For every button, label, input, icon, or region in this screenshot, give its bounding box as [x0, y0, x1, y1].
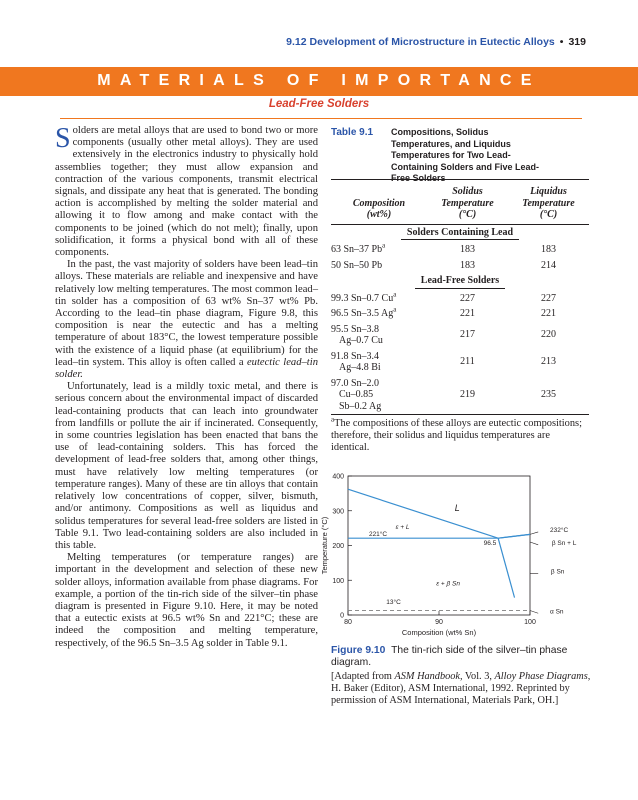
paragraph-2-emphasis: eutectic lead–tin solder. [55, 356, 318, 381]
annotation-label: 96.5 [483, 539, 497, 547]
table-row [331, 376, 589, 415]
section-row-free [331, 273, 589, 291]
annotation-label: α Sn [550, 608, 564, 616]
annotation-label: 13°C [386, 598, 401, 606]
table-row [331, 306, 589, 322]
section-lead-label: Solders Containing Lead [401, 227, 519, 241]
cell-composition: 91.8 Sn–3.4 [331, 350, 380, 362]
leader-line [530, 542, 538, 545]
footnote-mark: a [331, 415, 335, 424]
footnote-mark: a [382, 241, 386, 250]
table-row [331, 349, 589, 376]
cell-composition-cont: Ag–4.8 Bi [339, 362, 381, 373]
cell-solidus: 217 [460, 329, 475, 341]
cell-composition: 96.5 Sn–3.5 Ag [331, 308, 394, 319]
footnote-mark: a [393, 305, 397, 314]
y-tick-label: 100 [332, 577, 344, 585]
figure-source [331, 671, 593, 708]
col-composition-label: Composition [352, 197, 406, 209]
cell-liquidus: 235 [541, 389, 556, 400]
figure-caption [331, 645, 591, 669]
cell-liquidus: 213 [541, 356, 556, 368]
col-composition [331, 180, 427, 225]
cell-solidus: 183 [460, 259, 475, 271]
x-tick-label: 90 [435, 619, 443, 626]
cell-liquidus: 183 [541, 244, 556, 255]
plot-frame [348, 476, 530, 615]
source-text: [Adapted from [331, 671, 395, 682]
table-caption-text: Compositions, Solidus Temperatures, and Liquidus Temperatures for Two Lead-Containing Solders and Five Lead-Free Solders [391, 127, 540, 183]
y-axis-label: Temperature (°C) [320, 516, 329, 575]
source-text: H. Baker (Editor), ASM International, 1992. Reprinted by permission of ASM International, Materials Park, OH.] [331, 683, 570, 707]
cell-composition: 95.5 Sn–3.8 [331, 323, 380, 335]
paragraph-4: Melting temperatures (or temperature ranges) are important in the development and selection of these new solder alloys, information available from phase diagrams. For example, a portion of the tin-rich side of the silver–tin phase diagram is presented in Figure 9.10. Here, it may be noted that a eutectic exists at 96.5 wt% Sn and 221°C; these are indeed the composition and melting temperature, respectively, of the 96.5 Sn–3.5 Ag solder in Table 9.1. [55, 552, 318, 649]
y-tick-label: 300 [332, 508, 344, 516]
cell-solidus: 227 [460, 292, 475, 304]
leader-line [530, 610, 538, 613]
banner-title: MATERIALS OF IMPORTANCE [97, 72, 541, 89]
cell-composition: 97.0 Sn–2.0 [331, 377, 380, 389]
cell-liquidus: 227 [541, 292, 556, 304]
x-tick-label: 80 [344, 619, 352, 626]
cell-composition-cont: Sb–0.2 Ag [339, 400, 382, 412]
paragraph-1 [55, 125, 318, 259]
source-text: Vol. 3, [462, 671, 495, 682]
col-liquidus [508, 180, 589, 225]
cell-solidus: 219 [460, 389, 475, 400]
cell-composition: 99.3 Sn–0.7 Cu [331, 292, 394, 304]
figure-label: Figure 9.10 [331, 645, 386, 656]
annotation-label: L [454, 502, 460, 513]
section-title: 9.12 Development of Microstructure in Eutectic Alloys [286, 36, 555, 48]
cell-solidus: 183 [460, 244, 475, 255]
col-composition-unit: (wt%) [366, 209, 392, 220]
cell-composition: 63 Sn–37 Pb [331, 244, 383, 255]
feature-subtitle: Lead-Free Solders [268, 98, 370, 110]
y-tick-label: 400 [332, 473, 344, 481]
header-separator: • [559, 36, 564, 48]
paragraph-3: Unfortunately, lead is a mildly toxic metal, and there is serious concern about the environmental impact of discarded lead-containing products that can leach into groundwater from landfills or pollute the air if incinerated. Consequently, in some countries legislation has been enacted that bans the use of lead-containing solders. This has forced the development of lead-free solders that, among other things, must have relatively low melting temperatures (or temperature ranges). Many of these are tin alloys that contain relatively low concentrations of copper, silver, bismuth, and/or antimony. Compositions as well as liquidus and solidus temperatures for several lead-free solders are listed in Table 9.1. Two lead-containing solders are also included in this table. [55, 381, 318, 551]
axes [320, 474, 536, 638]
annotation-label: ε + β Sn [436, 580, 460, 588]
x-axis-label: Composition (wt% Sn) [401, 628, 477, 637]
col-solidus-temp: Temperature [441, 197, 494, 209]
cell-liquidus: 214 [541, 259, 556, 271]
solder-table [331, 179, 589, 415]
materials-banner [0, 67, 638, 96]
table-row [331, 322, 589, 349]
col-liquidus-label: Liquidus [530, 186, 567, 197]
cell-composition-cont: Ag–0.7 Cu [339, 335, 383, 346]
phase-line-solvus [498, 538, 514, 597]
cell-composition-cont: Cu–0.85 [339, 389, 374, 400]
section-row-lead [331, 224, 589, 242]
phase-labels [369, 503, 577, 616]
subtitle-rule [60, 118, 582, 119]
leader-line [530, 532, 538, 534]
body-text-column [55, 125, 318, 650]
x-tick-label: 100 [524, 619, 536, 626]
annotation-label: 221°C [368, 530, 388, 538]
table-label: Table 9.1 [331, 127, 374, 138]
cell-liquidus: 220 [541, 329, 556, 341]
cell-composition: 50 Sn–50 Pb [331, 259, 383, 271]
source-handbook: ASM Handbook, [394, 671, 463, 682]
footnote-text: The compositions of these alloys are eutectic compositions; therefore, their solidus and liquidus temperatures are identical. [331, 418, 582, 454]
col-solidus-unit: (°C) [458, 209, 477, 220]
annotation-label: β Sn + L [551, 539, 577, 547]
section-free-label: Lead-Free Solders [415, 275, 505, 289]
phase-line-solidus-beta-sn [498, 534, 530, 538]
col-solidus [427, 180, 508, 225]
page-number: 319 [568, 36, 586, 48]
table-row [331, 291, 589, 307]
col-liquidus-temp: Temperature [522, 197, 575, 209]
paragraph-2 [55, 259, 318, 381]
phase-curves [348, 489, 530, 610]
col-solidus-label: Solidus [452, 186, 483, 197]
annotation-label: 232°C [550, 526, 569, 534]
table-footnote [331, 415, 589, 455]
y-tick-label: 200 [332, 543, 344, 550]
annotation-label: ε + L [395, 523, 410, 531]
footnote-mark: a [393, 290, 397, 299]
source-title: Alloy Phase Diagrams, [494, 671, 591, 682]
drop-cap: S [55, 123, 71, 154]
paragraph-1-text: olders are metal alloys that are used to bond two or more components (usually other metal alloys). They are used extensively in the electronics industry to physically hold assemblies together; they must allow expansion and contraction of the various components, transmit electrical signals, and dissipate any heat that is generated. The bonding action is accomplished by melting the solder material and allowing it to flow among and make contact with the components to be joined (which do not melt); finally, upon solidification, it forms a physical bond with all of these components. [55, 125, 318, 259]
cell-solidus: 211 [460, 356, 475, 368]
figure-caption-text: The tin-rich side of the silver–tin phase diagram. [331, 645, 568, 668]
phase-diagram [318, 460, 586, 640]
cell-solidus: 221 [460, 308, 475, 319]
table-row [331, 242, 589, 258]
paragraph-2-text: In the past, the vast majority of solders have been lead–tin alloys. These materials are reliable and inexpensive and have relatively low melting temperatures. The most common lead–tin solder has a composition of 63 wt% Sn–37 wt% Pb. According to the lead–tin phase diagram, Figure 9.8, this composition is near the eutectic and has a melting temperature of about 183°C, the lowest temperature possible with the existence of a liquid phase (at equilibrium) for the lead–tin system. This alloy is often called a [55, 259, 318, 368]
col-liquidus-unit: (°C) [539, 209, 558, 220]
annotation-label: β Sn [550, 568, 565, 576]
table-row [331, 258, 589, 274]
table-header-row [331, 180, 589, 225]
cell-liquidus: 221 [541, 308, 556, 319]
running-header [286, 36, 586, 48]
y-tick-label: 0 [340, 612, 344, 620]
